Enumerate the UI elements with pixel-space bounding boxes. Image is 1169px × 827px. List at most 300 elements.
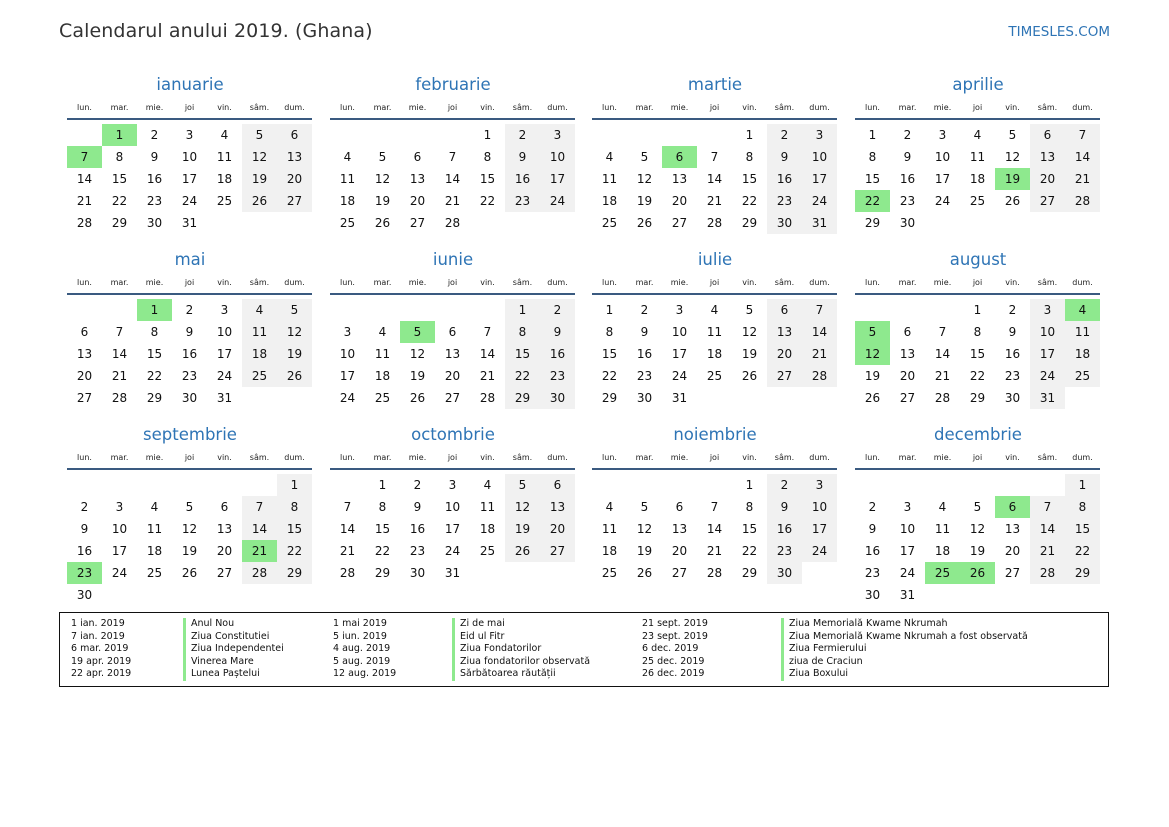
day-cell: 20	[899, 369, 916, 383]
empty-cell	[1030, 474, 1065, 496]
day-cell: 27	[767, 365, 802, 387]
day-cell: 19	[374, 194, 391, 208]
month-divider	[855, 118, 1100, 120]
day-cell: 3	[185, 128, 194, 142]
day-cell: 16	[76, 544, 93, 558]
day-cell: 17	[339, 369, 356, 383]
day-cell: 16	[767, 518, 802, 540]
legend-row	[60, 656, 1108, 669]
day-cell: 12	[277, 321, 312, 343]
day-cell: 30	[899, 216, 916, 230]
day-cell: 9	[80, 522, 89, 536]
legend-holiday-name: Ziua Independentei	[183, 643, 284, 656]
day-cell: 27	[899, 391, 916, 405]
day-cell: 16	[181, 347, 198, 361]
day-cell: 19	[181, 544, 198, 558]
day-cell: 7	[802, 299, 837, 321]
day-cell: 27	[540, 540, 575, 562]
day-cell: 27	[409, 216, 426, 230]
day-cell: 23	[636, 369, 653, 383]
month-divider	[330, 468, 575, 470]
day-cell: 27	[1030, 190, 1065, 212]
day-cell: 13	[277, 146, 312, 168]
month-name: octombrie	[411, 425, 495, 444]
day-cell: 15	[374, 522, 391, 536]
day-cell: 5	[505, 474, 540, 496]
day-cell: 22	[111, 194, 128, 208]
day-cell: 12	[409, 347, 426, 361]
day-cell: 20	[277, 168, 312, 190]
day-cell: 27	[671, 216, 688, 230]
weekday-label: vin.	[742, 453, 757, 462]
day-cell: 9	[767, 496, 802, 518]
day-cell: 27	[216, 566, 233, 580]
day-cell: 21	[111, 369, 128, 383]
day-cell: 14	[76, 172, 93, 186]
weekday-header	[67, 448, 313, 468]
day-cell: 1	[973, 303, 982, 317]
day-cell: 25	[146, 566, 163, 580]
legend-row	[60, 668, 1108, 681]
day-cell: 13	[76, 347, 93, 361]
day-cell: 19	[242, 168, 277, 190]
weekday-header	[330, 273, 576, 293]
day-cell: 3	[802, 124, 837, 146]
day-cell: 3	[903, 500, 912, 514]
weekday-label: mar.	[898, 278, 917, 287]
day-cell: 20	[409, 194, 426, 208]
weekday-label: joi	[184, 103, 195, 112]
weekday-label: dum.	[1072, 103, 1093, 112]
day-cell: 20	[444, 369, 461, 383]
empty-cell	[697, 474, 732, 496]
holiday-day-cell: 12	[855, 343, 890, 365]
weekday-header	[855, 448, 1101, 468]
day-cell: 5	[745, 303, 754, 317]
day-grid	[592, 299, 838, 409]
day-cell: 2	[767, 124, 802, 146]
empty-cell	[855, 299, 890, 321]
day-cell: 8	[745, 500, 754, 514]
weekday-label: vin.	[1005, 103, 1020, 112]
day-cell: 9	[868, 522, 877, 536]
day-cell: 15	[741, 172, 758, 186]
day-cell: 7	[710, 500, 719, 514]
legend-holiday-name: Eid ul Fitr	[452, 631, 504, 644]
weekday-label: mie.	[145, 103, 164, 112]
day-cell: 12	[1004, 150, 1021, 164]
day-cell: 4	[973, 128, 982, 142]
weekday-label: lun.	[340, 103, 355, 112]
day-cell: 11	[339, 172, 356, 186]
weekday-label: mie.	[933, 103, 952, 112]
weekday-label: lun.	[340, 453, 355, 462]
month-divider	[330, 293, 575, 295]
day-cell: 24	[339, 391, 356, 405]
day-cell: 29	[741, 216, 758, 230]
legend-holiday-name: Zi de mai	[452, 618, 505, 631]
day-cell: 10	[444, 500, 461, 514]
empty-cell	[330, 299, 365, 321]
weekday-header	[855, 273, 1101, 293]
day-cell: 3	[938, 128, 947, 142]
weekday-label: joi	[972, 103, 983, 112]
day-cell: 21	[934, 369, 951, 383]
day-cell: 12	[374, 172, 391, 186]
day-cell: 21	[706, 544, 723, 558]
day-cell: 2	[868, 500, 877, 514]
day-cell: 18	[479, 522, 496, 536]
weekday-label: dum.	[284, 103, 305, 112]
page-title: Calendarul anului 2019. (Ghana)	[59, 20, 373, 42]
empty-cell	[137, 474, 172, 496]
day-cell: 29	[741, 566, 758, 580]
day-cell: 15	[146, 347, 163, 361]
day-cell: 2	[505, 124, 540, 146]
empty-cell	[365, 124, 400, 146]
day-cell: 20	[76, 369, 93, 383]
empty-cell	[925, 474, 960, 496]
weekday-label: joi	[184, 278, 195, 287]
day-cell: 8	[1065, 496, 1100, 518]
holiday-day-cell: 7	[67, 146, 102, 168]
weekday-label: sâm.	[1037, 278, 1058, 287]
legend-date: 19 apr. 2019	[71, 655, 132, 667]
day-cell: 27	[1004, 566, 1021, 580]
day-cell: 20	[540, 518, 575, 540]
day-cell: 29	[374, 566, 391, 580]
month-name: mai	[174, 250, 206, 269]
day-cell: 24	[671, 369, 688, 383]
day-cell: 27	[76, 391, 93, 405]
month-aprilie	[855, 73, 1101, 234]
day-cell: 2	[640, 303, 649, 317]
day-cell: 30	[767, 212, 802, 234]
day-cell: 18	[601, 194, 618, 208]
weekday-label: mar.	[110, 278, 129, 287]
day-cell: 5	[185, 500, 194, 514]
day-cell: 14	[111, 347, 128, 361]
day-cell: 17	[1030, 343, 1065, 365]
day-cell: 2	[1008, 303, 1017, 317]
day-cell: 20	[1030, 168, 1065, 190]
day-cell: 21	[1065, 168, 1100, 190]
day-cell: 24	[934, 194, 951, 208]
day-cell: 10	[899, 522, 916, 536]
weekday-label: sâm.	[249, 103, 270, 112]
month-decembrie	[855, 423, 1101, 606]
day-cell: 11	[706, 325, 723, 339]
legend-date: 26 dec. 2019	[642, 668, 705, 679]
weekday-label: sâm.	[774, 103, 795, 112]
weekday-label: dum.	[809, 278, 830, 287]
weekday-label: lun.	[340, 278, 355, 287]
day-cell: 11	[479, 500, 496, 514]
day-cell: 29	[601, 391, 618, 405]
day-cell: 24	[444, 544, 461, 558]
day-cell: 19	[969, 544, 986, 558]
day-cell: 8	[150, 325, 159, 339]
legend-row	[60, 643, 1108, 656]
day-cell: 16	[1004, 347, 1021, 361]
weekday-label: sâm.	[1037, 103, 1058, 112]
day-cell: 28	[242, 562, 277, 584]
day-cell: 16	[540, 343, 575, 365]
day-cell: 24	[216, 369, 233, 383]
empty-cell	[400, 299, 435, 321]
day-cell: 13	[444, 347, 461, 361]
month-divider	[855, 293, 1100, 295]
day-cell: 30	[181, 391, 198, 405]
day-cell: 9	[185, 325, 194, 339]
legend-date: 6 mar. 2019	[71, 643, 129, 654]
day-cell: 19	[864, 369, 881, 383]
weekday-label: lun.	[602, 103, 617, 112]
holiday-day-cell: 4	[1065, 299, 1100, 321]
weekday-label: mar.	[110, 103, 129, 112]
weekday-label: joi	[709, 278, 720, 287]
day-cell: 22	[601, 369, 618, 383]
day-cell: 2	[767, 474, 802, 496]
month-name: noiembrie	[673, 425, 757, 444]
day-cell: 28	[934, 391, 951, 405]
day-cell: 4	[343, 150, 352, 164]
month-name: august	[949, 250, 1007, 269]
day-cell: 31	[181, 216, 198, 230]
weekday-label: lun.	[77, 278, 92, 287]
day-cell: 25	[339, 216, 356, 230]
weekday-label: vin.	[480, 453, 495, 462]
day-cell: 17	[899, 544, 916, 558]
day-cell: 29	[1065, 562, 1100, 584]
weekday-label: vin.	[742, 278, 757, 287]
legend-date: 1 mai 2019	[333, 618, 387, 629]
day-cell: 17	[802, 168, 837, 190]
day-cell: 2	[413, 478, 422, 492]
day-cell: 3	[220, 303, 229, 317]
day-cell: 23	[767, 540, 802, 562]
day-cell: 1	[605, 303, 614, 317]
day-cell: 14	[706, 522, 723, 536]
day-cell: 3	[343, 325, 352, 339]
day-cell: 5	[640, 150, 649, 164]
day-cell: 24	[1030, 365, 1065, 387]
day-cell: 15	[864, 172, 881, 186]
day-grid	[855, 124, 1101, 234]
day-cell: 2	[185, 303, 194, 317]
day-cell: 16	[767, 168, 802, 190]
day-cell: 10	[216, 325, 233, 339]
day-cell: 4	[483, 478, 492, 492]
empty-cell	[995, 474, 1030, 496]
month-martie	[592, 73, 838, 234]
weekday-label: joi	[972, 453, 983, 462]
day-cell: 3	[448, 478, 457, 492]
day-cell: 22	[741, 194, 758, 208]
day-cell: 18	[242, 343, 277, 365]
day-cell: 28	[339, 566, 356, 580]
legend-holiday-name: Ziua Memorială Kwame Nkrumah a fost observată	[781, 631, 1028, 644]
day-cell: 28	[802, 365, 837, 387]
weekday-label: dum.	[809, 453, 830, 462]
day-cell: 14	[339, 522, 356, 536]
day-cell: 28	[444, 216, 461, 230]
day-cell: 13	[767, 321, 802, 343]
day-cell: 21	[802, 343, 837, 365]
weekday-label: joi	[447, 453, 458, 462]
weekday-label: sâm.	[512, 103, 533, 112]
day-cell: 26	[374, 216, 391, 230]
day-cell: 27	[671, 566, 688, 580]
day-cell: 5	[640, 500, 649, 514]
day-cell: 29	[864, 216, 881, 230]
weekday-label: vin.	[1005, 453, 1020, 462]
empty-cell	[102, 474, 137, 496]
day-cell: 9	[540, 321, 575, 343]
holiday-day-cell: 26	[960, 562, 995, 584]
day-cell: 26	[864, 391, 881, 405]
day-cell: 13	[216, 522, 233, 536]
day-cell: 6	[448, 325, 457, 339]
holiday-day-cell: 25	[925, 562, 960, 584]
weekday-label: sâm.	[249, 278, 270, 287]
holiday-day-cell: 22	[855, 190, 890, 212]
weekday-label: sâm.	[774, 453, 795, 462]
weekday-label: mar.	[635, 278, 654, 287]
day-cell: 22	[146, 369, 163, 383]
holiday-day-cell: 19	[995, 168, 1030, 190]
day-cell: 10	[802, 496, 837, 518]
day-cell: 5	[277, 299, 312, 321]
holiday-day-cell: 6	[662, 146, 697, 168]
day-cell: 13	[1004, 522, 1021, 536]
day-cell: 7	[938, 325, 947, 339]
holiday-day-cell: 21	[242, 540, 277, 562]
day-cell: 24	[540, 190, 575, 212]
day-cell: 24	[111, 566, 128, 580]
day-cell: 23	[864, 566, 881, 580]
day-cell: 14	[479, 347, 496, 361]
day-cell: 15	[111, 172, 128, 186]
day-cell: 4	[220, 128, 229, 142]
weekday-label: mie.	[670, 453, 689, 462]
empty-cell	[102, 299, 137, 321]
day-cell: 11	[216, 150, 233, 164]
day-cell: 21	[339, 544, 356, 558]
weekday-label: sâm.	[774, 278, 795, 287]
day-cell: 6	[413, 150, 422, 164]
day-cell: 16	[146, 172, 163, 186]
month-name: aprilie	[952, 75, 1004, 94]
day-cell: 23	[899, 194, 916, 208]
weekday-label: joi	[447, 278, 458, 287]
day-cell: 21	[706, 194, 723, 208]
day-cell: 22	[277, 540, 312, 562]
day-grid	[330, 299, 576, 409]
day-cell: 19	[636, 544, 653, 558]
weekday-label: vin.	[742, 103, 757, 112]
day-cell: 12	[636, 522, 653, 536]
day-cell: 4	[710, 303, 719, 317]
empty-cell	[365, 299, 400, 321]
day-grid	[67, 124, 313, 234]
day-grid	[855, 299, 1101, 409]
day-cell: 6	[767, 299, 802, 321]
empty-cell	[592, 124, 627, 146]
day-cell: 9	[150, 150, 159, 164]
day-cell: 3	[115, 500, 124, 514]
day-cell: 7	[448, 150, 457, 164]
brand-link[interactable]: TIMESLES.COM	[1008, 24, 1110, 40]
day-cell: 11	[146, 522, 163, 536]
day-cell: 1	[505, 299, 540, 321]
weekday-label: mie.	[408, 453, 427, 462]
day-cell: 24	[802, 190, 837, 212]
day-cell: 8	[868, 150, 877, 164]
day-cell: 25	[374, 391, 391, 405]
day-cell: 30	[146, 216, 163, 230]
day-cell: 8	[745, 150, 754, 164]
day-cell: 7	[483, 325, 492, 339]
legend-holiday-name: Ziua Constitutiei	[183, 631, 269, 644]
day-grid	[592, 474, 838, 584]
day-cell: 10	[934, 150, 951, 164]
weekday-label: mar.	[110, 453, 129, 462]
day-cell: 11	[1065, 321, 1100, 343]
day-cell: 4	[242, 299, 277, 321]
day-cell: 13	[1030, 146, 1065, 168]
day-cell: 23	[540, 365, 575, 387]
day-cell: 11	[601, 172, 618, 186]
weekday-label: dum.	[284, 453, 305, 462]
weekday-label: sâm.	[1037, 453, 1058, 462]
day-grid	[67, 299, 313, 409]
month-name: martie	[687, 75, 743, 94]
day-cell: 14	[1030, 518, 1065, 540]
day-cell: 16	[864, 544, 881, 558]
empty-cell	[662, 474, 697, 496]
day-cell: 14	[444, 172, 461, 186]
day-cell: 27	[444, 391, 461, 405]
day-cell: 10	[339, 347, 356, 361]
legend-holiday-name: Ziua Boxului	[781, 668, 848, 681]
month-name: iulie	[697, 250, 733, 269]
day-cell: 25	[242, 365, 277, 387]
day-cell: 4	[938, 500, 947, 514]
weekday-label: lun.	[602, 278, 617, 287]
day-cell: 19	[741, 347, 758, 361]
day-cell: 25	[706, 369, 723, 383]
weekday-label: sâm.	[249, 453, 270, 462]
weekday-label: dum.	[1072, 278, 1093, 287]
day-cell: 19	[505, 518, 540, 540]
day-cell: 12	[181, 522, 198, 536]
day-cell: 28	[1065, 190, 1100, 212]
day-cell: 22	[969, 369, 986, 383]
legend-date: 1 ian. 2019	[71, 618, 125, 629]
day-cell: 9	[767, 146, 802, 168]
empty-cell	[662, 124, 697, 146]
month-noiembrie	[592, 423, 838, 584]
day-cell: 25	[969, 194, 986, 208]
day-cell: 4	[378, 325, 387, 339]
day-cell: 16	[505, 168, 540, 190]
day-cell: 29	[505, 387, 540, 409]
holiday-legend	[59, 612, 1109, 687]
day-cell: 12	[636, 172, 653, 186]
day-cell: 3	[802, 474, 837, 496]
day-cell: 21	[479, 369, 496, 383]
